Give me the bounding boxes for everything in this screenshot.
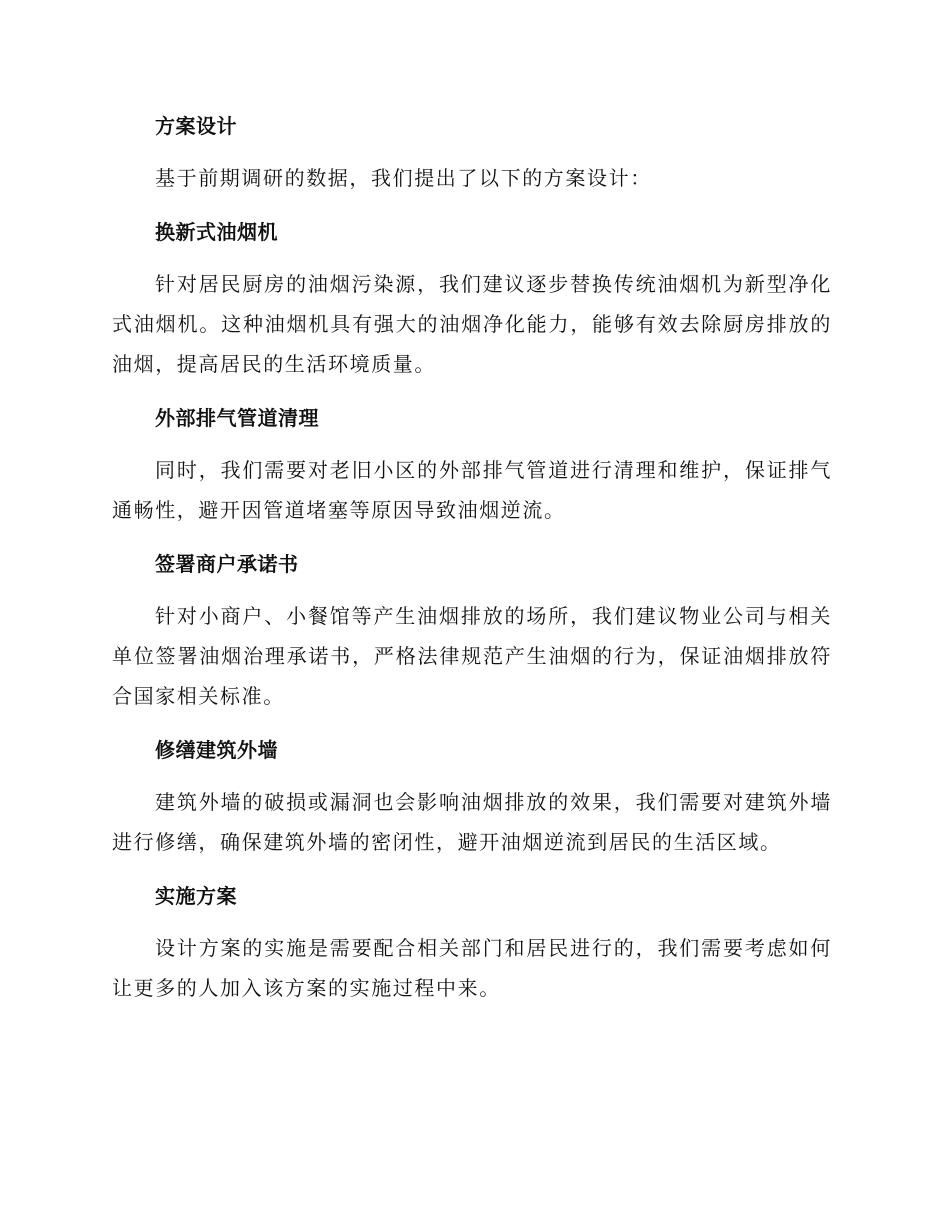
section-paragraph-plan-design: 基于前期调研的数据，我们提出了以下的方案设计： bbox=[155, 166, 652, 190]
section-paragraph-wall-repair: 建筑外墙的破损或漏洞也会影响油烟排放的效果，我们需要对建筑外墙进行修缮，确保建筑外墙的密闭性，避开油烟逆流到居民的生活区域。 bbox=[112, 790, 832, 854]
document-body bbox=[112, 108, 832, 1008]
section-paragraph-implementation: 设计方案的实施是需要配合相关部门和居民进行的，我们需要考虑如何让更多的人加入该方案的实施过程中来。 bbox=[112, 936, 832, 1000]
section-paragraph-new-range-hood: 针对居民厨房的油烟污染源，我们建议逐步替换传统油烟机为新型净化式油烟机。这种油烟机具有强大的油烟净化能力，能够有效去除厨房排放的油烟，提高居民的生活环境质量。 bbox=[112, 272, 832, 376]
section-heading-merchant-pledge: 签署商户承诺书 bbox=[155, 552, 299, 576]
section-heading-new-range-hood: 换新式油烟机 bbox=[155, 220, 278, 244]
section-paragraph-merchant-pledge: 针对小商户、小餐馆等产生油烟排放的场所，我们建议物业公司与相关单位签署油烟治理承诺书，严格法律规范产生油烟的行为，保证油烟排放符合国家相关标准。 bbox=[112, 604, 832, 708]
section-heading-wall-repair: 修缮建筑外墙 bbox=[155, 738, 278, 762]
section-heading-plan-design: 方案设计 bbox=[155, 114, 237, 138]
section-paragraph-exhaust-duct-cleaning: 同时，我们需要对老旧小区的外部排气管道进行清理和维护，保证排气通畅性，避开因管道堵塞等原因导致油烟逆流。 bbox=[112, 458, 832, 522]
section-heading-implementation: 实施方案 bbox=[155, 884, 237, 908]
section-heading-exhaust-duct-cleaning: 外部排气管道清理 bbox=[155, 406, 319, 430]
